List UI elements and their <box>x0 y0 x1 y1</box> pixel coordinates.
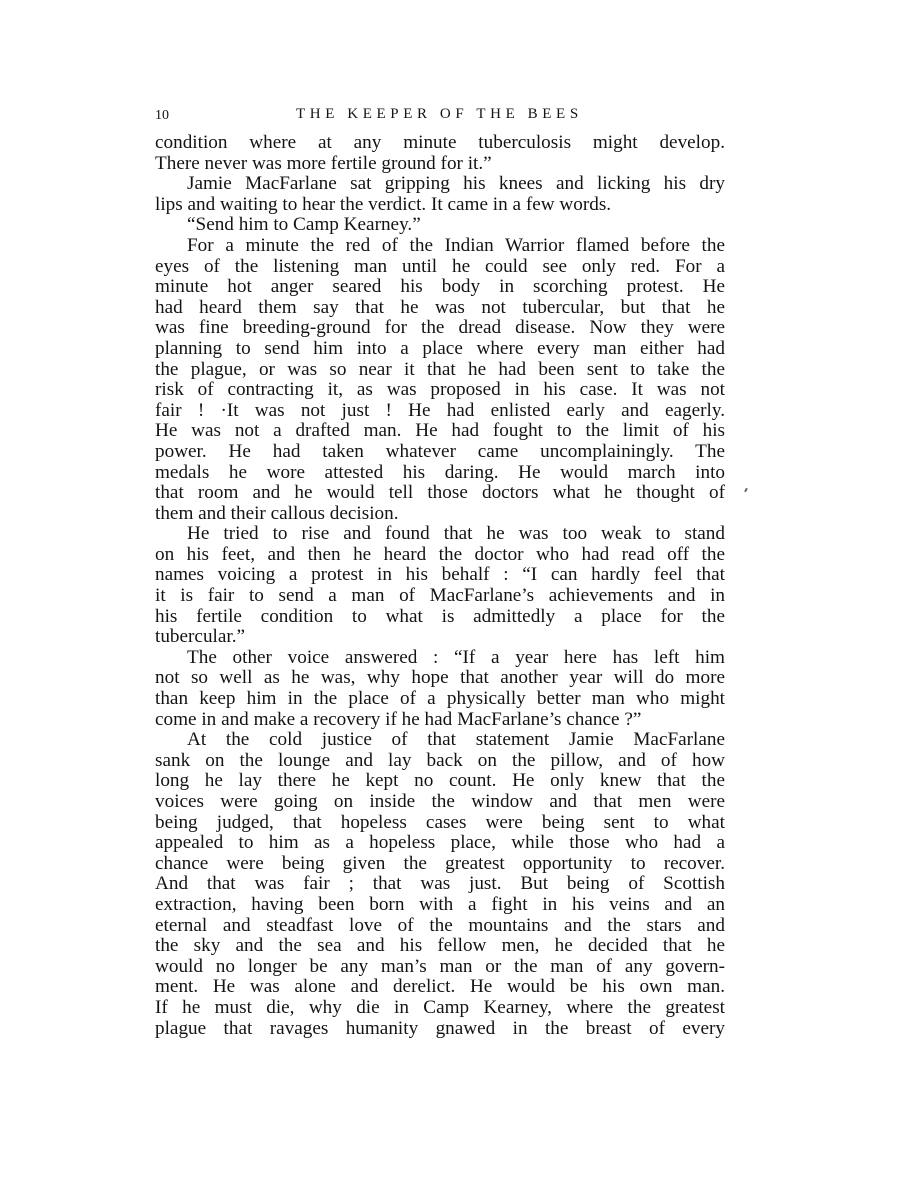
text-line: would no longer be any man’s man or the man of any govern- <box>155 955 725 977</box>
text-line: them and their callous decision. <box>155 502 399 524</box>
text-line: the sky and the sea and his fellow men, he decided that he <box>155 935 725 957</box>
text-line: plague that ravages humanity gnawed in the breast of every <box>155 1017 725 1039</box>
text-line: long he lay there he kept no count. He only knew that the <box>155 770 725 792</box>
text-line: “Send him to Camp Kearney.” <box>187 214 421 236</box>
text-line: planning to send him into a place where every man either had <box>155 337 725 359</box>
scan-speck <box>744 488 748 492</box>
text-line: come in and make a recovery if he had MacFarlane’s chance ?” <box>155 708 642 730</box>
text-line: appealed to him as a hopeless place, while those who had a <box>155 832 725 854</box>
text-line: his fertile condition to what is admittedly a place for the <box>155 605 725 627</box>
text-line: not so well as he was, why hope that another year will do more <box>155 667 725 689</box>
text-line: had heard them say that he was not tubercular, but that he <box>155 296 725 318</box>
text-line: power. He had taken whatever came uncomplainingly. The <box>155 440 725 462</box>
text-line: condition where at any minute tuberculosis might develop. <box>155 132 725 153</box>
text-line: tubercular.” <box>155 626 246 648</box>
text-line: lips and waiting to hear the verdict. It came in a few words. <box>155 193 612 215</box>
text-line: ment. He was alone and derelict. He would be his own man. <box>155 976 725 998</box>
text-line: And that was fair ; that was just. But being of Scottish <box>155 873 725 895</box>
text-line: Jamie MacFarlane sat gripping his knees and licking his dry <box>187 173 725 195</box>
text-line: risk of contracting it, as was proposed in his case. It was not <box>155 379 725 401</box>
text-line: that room and he would tell those doctors what he thought of <box>155 482 725 504</box>
text-line: on his feet, and then he heard the doctor who had read off the <box>155 543 725 565</box>
text-line: He was not a drafted man. He had fought to the limit of his <box>155 420 725 442</box>
text-line: fair ! ·It was not just ! He had enlisted early and eagerly. <box>155 399 725 421</box>
text-line: eyes of the listening man until he could see only red. For a <box>155 255 725 277</box>
text-line: chance were being given the greatest opportunity to recover. <box>155 852 725 874</box>
text-line: At the cold justice of that statement Jamie MacFarlane <box>187 729 725 751</box>
text-line: eternal and steadfast love of the mountains and the stars and <box>155 914 725 936</box>
text-line: than keep him in the place of a physically better man who might <box>155 688 725 710</box>
text-line: names voicing a protest in his behalf : “I can hardly feel that <box>155 564 725 586</box>
text-line: voices were going on inside the window and that men were <box>155 791 725 812</box>
text-line: minute hot anger seared his body in scorching protest. He <box>155 276 725 298</box>
text-line: The other voice answered : “If a year here has left him <box>187 646 725 668</box>
text-line: extraction, having been born with a fight in his veins and an <box>155 893 725 915</box>
text-line: medals he wore attested his daring. He would march into <box>155 461 725 483</box>
text-line: He tried to rise and found that he was too weak to stand <box>187 523 725 545</box>
text-line: sank on the lounge and lay back on the pillow, and of how <box>155 749 725 771</box>
page-number: 10 <box>155 108 169 123</box>
text-line: was fine breeding-ground for the dread disease. Now they were <box>155 317 725 339</box>
text-line: it is fair to send a man of MacFarlane’s achievements and in <box>155 585 725 607</box>
text-line: the plague, or was so near it that he had been sent to take the <box>155 358 725 380</box>
text-line: being judged, that hopeless cases were being sent to what <box>155 811 725 833</box>
body-text <box>155 133 725 1039</box>
text-line: For a minute the red of the Indian Warrior flamed before the <box>187 234 725 256</box>
text-line: There never was more fertile ground for it.” <box>155 152 492 174</box>
text-line: If he must die, why die in Camp Kearney, where the greatest <box>155 996 725 1018</box>
running-head <box>155 106 725 128</box>
running-title: THE KEEPER OF THE BEES <box>296 106 583 122</box>
